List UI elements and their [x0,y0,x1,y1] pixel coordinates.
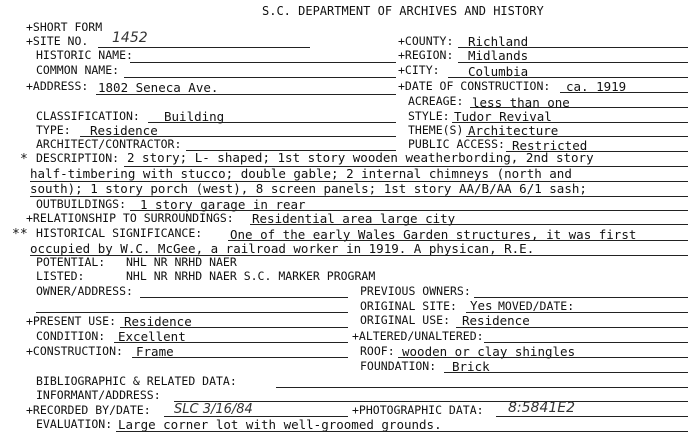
theme-label: THEME(S) [408,123,464,137]
significance-marker: ** [12,227,28,242]
date-label: +DATE OF CONSTRUCTION: [398,79,551,93]
roof-value: wooden or clay shingles [402,344,576,359]
original-site-label: ORIGINAL SITE: [360,299,457,313]
city-value: Columbia [468,64,529,79]
county-value: Richland [468,34,529,49]
address-value: 1802 Seneca Ave. [98,80,219,95]
foundation-value: Brick [452,359,490,374]
site-no-value: 1452 [112,30,148,46]
city-line [448,77,688,78]
roof-line [398,357,688,358]
original-use-line [456,327,688,328]
historic-name-line [130,62,396,63]
description-label: DESCRIPTION: [36,151,120,165]
date-value: ca. 1919 [566,79,627,94]
photographic-label: +PHOTOGRAPHIC DATA: [352,403,484,417]
classification-value: Building [164,109,225,124]
photographic-line [496,416,688,417]
bibliographic-line [276,387,688,388]
classification-label: CLASSIFICATION: [36,109,140,123]
altered-line [484,342,688,343]
public-access-label: PUBLIC ACCESS: [408,137,505,151]
original-use-value: Residence [462,313,530,328]
type-value: Residence [90,123,158,138]
region-line [458,62,688,63]
condition-line [114,342,348,343]
recorded-value: SLC 3/16/84 [174,402,253,417]
short-form-label: +SHORT FORM [26,20,103,34]
evaluation-label: EVALUATION: [36,417,113,431]
listed-label: LISTED: [36,269,85,283]
historic-name-label: HISTORIC NAME: [36,48,133,62]
photographic-value: 8:5841E2 [508,400,576,416]
address-label: +ADDRESS: [26,79,89,93]
listed-options: NHL NR NRHD NAER S.C. MARKER PROGRAM [126,269,376,283]
site-no-label: +SITE NO. [26,34,89,48]
informant-label: INFORMANT/ADDRESS: [36,388,161,402]
architect-label: ARCHITECT/CONTRACTOR: [36,137,182,151]
evaluation-value: Large corner lot with well-groomed grounds. [118,417,442,432]
present-use-value: Residence [124,314,192,329]
outbuildings-value: 1 story garage in rear [140,197,306,212]
significance-line-1: One of the early Wales Garden structures, it was first [230,227,637,242]
date-line [560,92,688,93]
common-name-line [124,77,396,78]
owner-line [140,297,348,298]
region-label: +REGION: [398,48,454,62]
acreage-value: less than one [472,95,570,110]
altered-label: +ALTERED/UNALTERED: [352,329,484,343]
owner-label: OWNER/ADDRESS: [36,284,133,298]
construction-value: Frame [136,344,174,359]
acreage-label: ACREAGE: [408,94,464,108]
description-marker: * [20,152,28,167]
owner-line-2 [36,312,348,313]
moved-date-label: MOVED/DATE: [498,299,575,313]
style-value: Tudor Revival [454,109,552,124]
construction-label: +CONSTRUCTION: [26,344,123,358]
foundation-line [444,372,688,373]
style-label: STYLE: [408,109,450,123]
description-underline-3 [30,196,688,197]
county-label: +COUNTY: [398,34,454,48]
relationship-label: +RELATIONSHIP TO SURROUNDINGS: [26,211,234,225]
type-label: TYPE: [36,123,71,137]
relationship-value: Residential area large city [252,211,456,226]
present-use-line [120,327,348,328]
address-line [96,94,396,95]
common-name-label: COMMON NAME: [36,63,120,77]
original-site-value: Yes [470,298,493,313]
form-title: S.C. DEPARTMENT OF ARCHIVES AND HISTORY [262,4,544,18]
acreage-line [470,107,688,108]
significance-line-2: occupied by W.C. McGee, a railroad worker in 1919. A physican, R.E. [30,241,535,256]
potential-label: POTENTIAL: [36,255,106,269]
recorded-label: +RECORDED BY/DATE: [26,403,151,417]
previous-owners-label: PREVIOUS OWNERS: [360,284,471,298]
condition-value: Excellent [118,329,186,344]
relationship-line [250,224,688,225]
description-line-3: south); 1 story porch (west), 8 screen panels; 1st story AA/B/AA 6/1 sash; [30,181,587,196]
evaluation-line [116,431,688,432]
potential-options: NHL NR NRHD NAER [126,255,237,269]
description-line-1: 2 story; L- shaped; 1st story wooden weatherbording, 2nd story [127,150,594,165]
classification-line [148,122,396,123]
theme-value: Architecture [468,123,559,138]
significance-label: HISTORICAL SIGNIFICANCE: [36,226,203,240]
outbuildings-label: OUTBUILDINGS: [36,197,127,211]
region-value: Midlands [468,48,529,63]
description-line-2: half-timbering with stucco; double gable; 2 internal chimneys (north and [30,166,572,181]
construction-line [132,357,348,358]
foundation-label: FOUNDATION: [360,359,437,373]
original-use-label: ORIGINAL USE: [360,313,451,327]
roof-label: ROOF: [360,344,395,358]
present-use-label: +PRESENT USE: [26,314,117,328]
previous-owners-line [474,297,688,298]
city-label: +CITY: [398,63,440,77]
bibliographic-label: BIBLIOGRAPHIC & RELATED DATA: [36,374,237,388]
condition-label: CONDITION: [36,329,106,343]
public-access-value: Restricted [512,138,588,153]
